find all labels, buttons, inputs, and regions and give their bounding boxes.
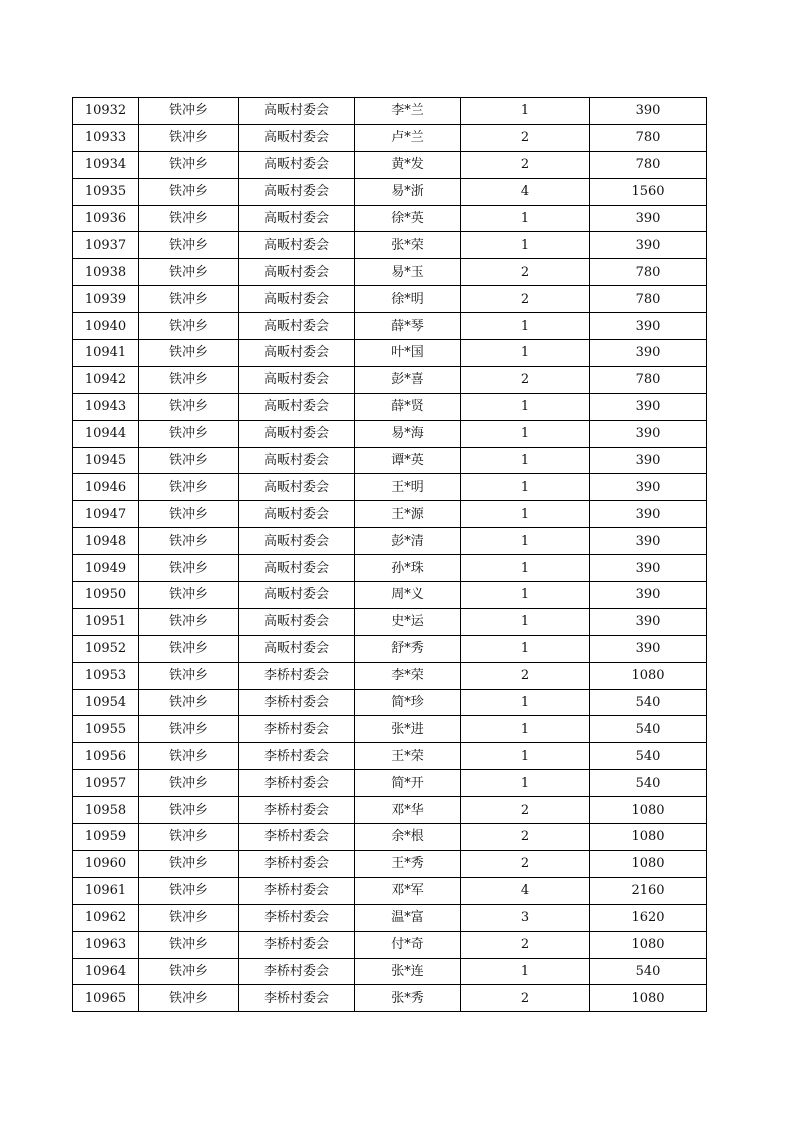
count-cell: 1 xyxy=(461,528,590,555)
row-id-cell: 10942 xyxy=(73,366,139,393)
village-cell: 高畈村委会 xyxy=(239,528,355,555)
amount-cell: 1080 xyxy=(590,931,707,958)
town-cell: 铁冲乡 xyxy=(139,528,239,555)
row-id-cell: 10941 xyxy=(73,340,139,367)
row-id-cell: 10949 xyxy=(73,555,139,582)
row-id-cell: 10956 xyxy=(73,743,139,770)
amount-cell: 1080 xyxy=(590,797,707,824)
village-cell: 高畈村委会 xyxy=(239,232,355,259)
amount-cell: 390 xyxy=(590,205,707,232)
amount-cell: 540 xyxy=(590,716,707,743)
village-cell: 高畈村委会 xyxy=(239,501,355,528)
count-cell: 1 xyxy=(461,474,590,501)
amount-cell: 1560 xyxy=(590,178,707,205)
town-cell: 铁冲乡 xyxy=(139,958,239,985)
name-cell: 简*珍 xyxy=(355,689,461,716)
name-cell: 张*秀 xyxy=(355,985,461,1012)
village-cell: 李桥村委会 xyxy=(239,716,355,743)
town-cell: 铁冲乡 xyxy=(139,178,239,205)
count-cell: 1 xyxy=(461,232,590,259)
village-cell: 高畈村委会 xyxy=(239,151,355,178)
village-cell: 高畈村委会 xyxy=(239,582,355,609)
table-row xyxy=(73,770,707,797)
table-row xyxy=(73,447,707,474)
table-row xyxy=(73,286,707,313)
town-cell: 铁冲乡 xyxy=(139,824,239,851)
row-id-cell: 10944 xyxy=(73,420,139,447)
town-cell: 铁冲乡 xyxy=(139,393,239,420)
town-cell: 铁冲乡 xyxy=(139,366,239,393)
row-id-cell: 10939 xyxy=(73,286,139,313)
row-id-cell: 10963 xyxy=(73,931,139,958)
table-row xyxy=(73,635,707,662)
town-cell: 铁冲乡 xyxy=(139,770,239,797)
table-row xyxy=(73,743,707,770)
count-cell: 2 xyxy=(461,931,590,958)
amount-cell: 1080 xyxy=(590,985,707,1012)
table-row xyxy=(73,582,707,609)
amount-cell: 390 xyxy=(590,232,707,259)
village-cell: 李桥村委会 xyxy=(239,689,355,716)
village-cell: 李桥村委会 xyxy=(239,877,355,904)
count-cell: 2 xyxy=(461,286,590,313)
town-cell: 铁冲乡 xyxy=(139,205,239,232)
name-cell: 邓*华 xyxy=(355,797,461,824)
amount-cell: 390 xyxy=(590,474,707,501)
name-cell: 余*根 xyxy=(355,824,461,851)
table-row xyxy=(73,340,707,367)
count-cell: 3 xyxy=(461,904,590,931)
count-cell: 2 xyxy=(461,151,590,178)
amount-cell: 390 xyxy=(590,608,707,635)
town-cell: 铁冲乡 xyxy=(139,313,239,340)
row-id-cell: 10961 xyxy=(73,877,139,904)
town-cell: 铁冲乡 xyxy=(139,689,239,716)
village-cell: 高畈村委会 xyxy=(239,393,355,420)
table-row xyxy=(73,824,707,851)
count-cell: 1 xyxy=(461,582,590,609)
village-cell: 李桥村委会 xyxy=(239,797,355,824)
town-cell: 铁冲乡 xyxy=(139,124,239,151)
name-cell: 张*连 xyxy=(355,958,461,985)
village-cell: 高畈村委会 xyxy=(239,286,355,313)
name-cell: 王*源 xyxy=(355,501,461,528)
town-cell: 铁冲乡 xyxy=(139,877,239,904)
town-cell: 铁冲乡 xyxy=(139,635,239,662)
town-cell: 铁冲乡 xyxy=(139,286,239,313)
amount-cell: 1080 xyxy=(590,662,707,689)
village-cell: 高畈村委会 xyxy=(239,98,355,125)
town-cell: 铁冲乡 xyxy=(139,608,239,635)
count-cell: 2 xyxy=(461,797,590,824)
name-cell: 李*荣 xyxy=(355,662,461,689)
table-row xyxy=(73,608,707,635)
name-cell: 王*秀 xyxy=(355,850,461,877)
name-cell: 易*玉 xyxy=(355,259,461,286)
village-cell: 李桥村委会 xyxy=(239,662,355,689)
name-cell: 张*进 xyxy=(355,716,461,743)
town-cell: 铁冲乡 xyxy=(139,850,239,877)
amount-cell: 540 xyxy=(590,770,707,797)
name-cell: 邓*军 xyxy=(355,877,461,904)
count-cell: 1 xyxy=(461,393,590,420)
amount-cell: 540 xyxy=(590,689,707,716)
name-cell: 叶*国 xyxy=(355,340,461,367)
table-row xyxy=(73,528,707,555)
amount-cell: 390 xyxy=(590,635,707,662)
village-cell: 高畈村委会 xyxy=(239,555,355,582)
amount-cell: 390 xyxy=(590,447,707,474)
village-cell: 李桥村委会 xyxy=(239,770,355,797)
name-cell: 周*义 xyxy=(355,582,461,609)
town-cell: 铁冲乡 xyxy=(139,259,239,286)
table-row xyxy=(73,393,707,420)
village-cell: 高畈村委会 xyxy=(239,608,355,635)
name-cell: 史*运 xyxy=(355,608,461,635)
amount-cell: 390 xyxy=(590,555,707,582)
name-cell: 彭*清 xyxy=(355,528,461,555)
table-row xyxy=(73,797,707,824)
village-cell: 李桥村委会 xyxy=(239,743,355,770)
village-cell: 高畈村委会 xyxy=(239,313,355,340)
count-cell: 1 xyxy=(461,716,590,743)
village-cell: 高畈村委会 xyxy=(239,178,355,205)
village-cell: 高畈村委会 xyxy=(239,259,355,286)
village-cell: 高畈村委会 xyxy=(239,447,355,474)
name-cell: 黄*发 xyxy=(355,151,461,178)
amount-cell: 780 xyxy=(590,259,707,286)
name-cell: 薛*琴 xyxy=(355,313,461,340)
village-cell: 李桥村委会 xyxy=(239,904,355,931)
table-row xyxy=(73,958,707,985)
name-cell: 简*开 xyxy=(355,770,461,797)
amount-cell: 390 xyxy=(590,420,707,447)
count-cell: 2 xyxy=(461,850,590,877)
town-cell: 铁冲乡 xyxy=(139,232,239,259)
name-cell: 王*明 xyxy=(355,474,461,501)
row-id-cell: 10936 xyxy=(73,205,139,232)
row-id-cell: 10964 xyxy=(73,958,139,985)
count-cell: 1 xyxy=(461,98,590,125)
count-cell: 1 xyxy=(461,420,590,447)
amount-cell: 390 xyxy=(590,98,707,125)
row-id-cell: 10962 xyxy=(73,904,139,931)
name-cell: 徐*英 xyxy=(355,205,461,232)
town-cell: 铁冲乡 xyxy=(139,98,239,125)
town-cell: 铁冲乡 xyxy=(139,151,239,178)
village-cell: 高畈村委会 xyxy=(239,205,355,232)
town-cell: 铁冲乡 xyxy=(139,340,239,367)
row-id-cell: 10938 xyxy=(73,259,139,286)
amount-cell: 780 xyxy=(590,151,707,178)
town-cell: 铁冲乡 xyxy=(139,743,239,770)
name-cell: 舒*秀 xyxy=(355,635,461,662)
town-cell: 铁冲乡 xyxy=(139,501,239,528)
row-id-cell: 10934 xyxy=(73,151,139,178)
amount-cell: 390 xyxy=(590,582,707,609)
village-cell: 李桥村委会 xyxy=(239,985,355,1012)
town-cell: 铁冲乡 xyxy=(139,662,239,689)
table-row xyxy=(73,689,707,716)
row-id-cell: 10957 xyxy=(73,770,139,797)
table-row xyxy=(73,178,707,205)
table-row xyxy=(73,151,707,178)
town-cell: 铁冲乡 xyxy=(139,797,239,824)
count-cell: 1 xyxy=(461,447,590,474)
name-cell: 徐*明 xyxy=(355,286,461,313)
row-id-cell: 10952 xyxy=(73,635,139,662)
name-cell: 易*浙 xyxy=(355,178,461,205)
count-cell: 1 xyxy=(461,635,590,662)
count-cell: 4 xyxy=(461,178,590,205)
name-cell: 王*荣 xyxy=(355,743,461,770)
row-id-cell: 10965 xyxy=(73,985,139,1012)
row-id-cell: 10940 xyxy=(73,313,139,340)
table-row xyxy=(73,877,707,904)
name-cell: 卢*兰 xyxy=(355,124,461,151)
row-id-cell: 10935 xyxy=(73,178,139,205)
town-cell: 铁冲乡 xyxy=(139,931,239,958)
table-row xyxy=(73,366,707,393)
row-id-cell: 10937 xyxy=(73,232,139,259)
village-cell: 李桥村委会 xyxy=(239,958,355,985)
row-id-cell: 10947 xyxy=(73,501,139,528)
table-row xyxy=(73,313,707,340)
count-cell: 2 xyxy=(461,662,590,689)
amount-cell: 780 xyxy=(590,124,707,151)
town-cell: 铁冲乡 xyxy=(139,474,239,501)
amount-cell: 540 xyxy=(590,743,707,770)
count-cell: 1 xyxy=(461,608,590,635)
roster-table xyxy=(72,97,707,1012)
table-row xyxy=(73,124,707,151)
row-id-cell: 10948 xyxy=(73,528,139,555)
table-row xyxy=(73,232,707,259)
town-cell: 铁冲乡 xyxy=(139,985,239,1012)
row-id-cell: 10943 xyxy=(73,393,139,420)
row-id-cell: 10954 xyxy=(73,689,139,716)
count-cell: 1 xyxy=(461,501,590,528)
amount-cell: 780 xyxy=(590,286,707,313)
table-row xyxy=(73,555,707,582)
amount-cell: 780 xyxy=(590,366,707,393)
count-cell: 2 xyxy=(461,985,590,1012)
document-page xyxy=(72,97,706,1012)
count-cell: 1 xyxy=(461,958,590,985)
town-cell: 铁冲乡 xyxy=(139,582,239,609)
name-cell: 谭*英 xyxy=(355,447,461,474)
table-row xyxy=(73,205,707,232)
count-cell: 2 xyxy=(461,259,590,286)
row-id-cell: 10932 xyxy=(73,98,139,125)
table-row xyxy=(73,420,707,447)
count-cell: 1 xyxy=(461,770,590,797)
amount-cell: 2160 xyxy=(590,877,707,904)
name-cell: 薛*贤 xyxy=(355,393,461,420)
name-cell: 温*富 xyxy=(355,904,461,931)
table-row xyxy=(73,474,707,501)
name-cell: 付*奇 xyxy=(355,931,461,958)
roster-table-body xyxy=(73,98,707,1012)
village-cell: 高畈村委会 xyxy=(239,340,355,367)
table-row xyxy=(73,98,707,125)
village-cell: 高畈村委会 xyxy=(239,420,355,447)
amount-cell: 390 xyxy=(590,528,707,555)
count-cell: 1 xyxy=(461,340,590,367)
table-row xyxy=(73,931,707,958)
town-cell: 铁冲乡 xyxy=(139,716,239,743)
amount-cell: 1080 xyxy=(590,850,707,877)
village-cell: 高畈村委会 xyxy=(239,474,355,501)
amount-cell: 540 xyxy=(590,958,707,985)
town-cell: 铁冲乡 xyxy=(139,420,239,447)
count-cell: 2 xyxy=(461,824,590,851)
village-cell: 高畈村委会 xyxy=(239,635,355,662)
count-cell: 2 xyxy=(461,366,590,393)
village-cell: 李桥村委会 xyxy=(239,850,355,877)
amount-cell: 390 xyxy=(590,313,707,340)
table-row xyxy=(73,850,707,877)
name-cell: 孙*珠 xyxy=(355,555,461,582)
name-cell: 张*荣 xyxy=(355,232,461,259)
count-cell: 1 xyxy=(461,555,590,582)
name-cell: 彭*喜 xyxy=(355,366,461,393)
town-cell: 铁冲乡 xyxy=(139,447,239,474)
count-cell: 1 xyxy=(461,205,590,232)
count-cell: 1 xyxy=(461,313,590,340)
table-row xyxy=(73,716,707,743)
count-cell: 4 xyxy=(461,877,590,904)
village-cell: 高畈村委会 xyxy=(239,124,355,151)
village-cell: 高畈村委会 xyxy=(239,366,355,393)
village-cell: 李桥村委会 xyxy=(239,824,355,851)
row-id-cell: 10951 xyxy=(73,608,139,635)
amount-cell: 390 xyxy=(590,340,707,367)
row-id-cell: 10945 xyxy=(73,447,139,474)
count-cell: 1 xyxy=(461,743,590,770)
count-cell: 1 xyxy=(461,689,590,716)
name-cell: 易*海 xyxy=(355,420,461,447)
row-id-cell: 10958 xyxy=(73,797,139,824)
town-cell: 铁冲乡 xyxy=(139,904,239,931)
amount-cell: 1080 xyxy=(590,824,707,851)
row-id-cell: 10946 xyxy=(73,474,139,501)
amount-cell: 390 xyxy=(590,393,707,420)
row-id-cell: 10960 xyxy=(73,850,139,877)
row-id-cell: 10950 xyxy=(73,582,139,609)
table-row xyxy=(73,985,707,1012)
village-cell: 李桥村委会 xyxy=(239,931,355,958)
name-cell: 李*兰 xyxy=(355,98,461,125)
table-row xyxy=(73,662,707,689)
amount-cell: 1620 xyxy=(590,904,707,931)
table-row xyxy=(73,904,707,931)
table-row xyxy=(73,259,707,286)
town-cell: 铁冲乡 xyxy=(139,555,239,582)
row-id-cell: 10953 xyxy=(73,662,139,689)
table-row xyxy=(73,501,707,528)
count-cell: 2 xyxy=(461,124,590,151)
row-id-cell: 10955 xyxy=(73,716,139,743)
row-id-cell: 10959 xyxy=(73,824,139,851)
row-id-cell: 10933 xyxy=(73,124,139,151)
amount-cell: 390 xyxy=(590,501,707,528)
